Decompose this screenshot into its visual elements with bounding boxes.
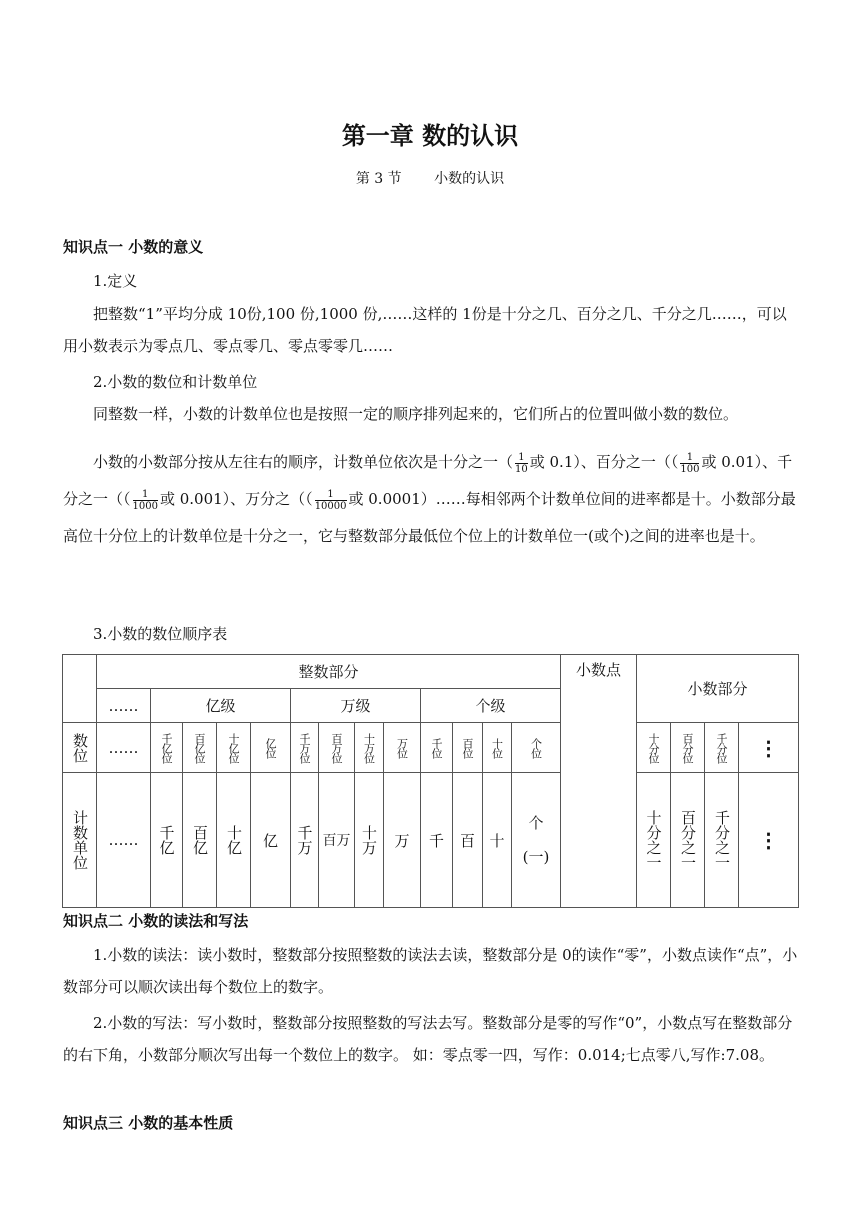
digit-qianwan: 千万位	[290, 722, 319, 773]
wan-level: 万级	[290, 688, 421, 723]
digit-wan: 万位	[383, 722, 421, 773]
digit-vellipsis: ⋮	[738, 722, 799, 773]
unit-thousandths: 千分之一	[704, 772, 739, 908]
digit-shi: 十位	[482, 722, 512, 773]
digit-yi: 亿位	[250, 722, 291, 773]
level-ellipsis: ……	[96, 688, 151, 723]
kp1-table-title: 3.小数的数位顺序表	[93, 625, 228, 643]
unit-qian: 千	[420, 772, 453, 908]
kp1-units-text: 小数的小数部分按从左往右的顺序，计数单位依次是十分之一（ $\frac{1}{10}$ 或 0.1）、百分之一（（ $\frac{1}{100}$ 或 0.01）、千分之一（（ $\frac{1}{1000}$ 或 0.001）、万分之（（ $\frac{1}{10000}$ 或 0.0001）……每相邻两个计数单位间的进率都是十。小数部分最高位十分位上的计数单位是十分之一，它与整数部分最低位个位上的计数单位一(或个)之间的进率也是十。	[63, 451, 796, 545]
unit-ge	[511, 772, 561, 908]
ge-level: 个级	[420, 688, 561, 723]
section-subtitle	[0, 168, 860, 188]
row-label-digit: 数位	[62, 722, 97, 773]
unit-yi: 亿	[250, 772, 291, 908]
digit-ellipsis: ……	[96, 722, 151, 773]
unit-qianwan: 千万	[290, 772, 319, 908]
kp1-def-text: 把整数“1”平均分成 10份,100 份,1000 份,……这样的 1份是十分之几、百分之几、千分之几……，可以用小数表示为零点几、零点零几、零点零零几……	[63, 305, 787, 355]
unit-tenths: 十分之一	[636, 772, 671, 908]
digit-baiyi: 百亿位	[182, 722, 217, 773]
fraction-ten-thousandth: $\frac{1}{10000}$	[314, 488, 347, 512]
digit-qianyi: 千亿位	[150, 722, 183, 773]
unit-hundredths: 百分之一	[670, 772, 705, 908]
fraction-tenth: $\frac{1}{10}$	[515, 451, 528, 475]
unit-ge-label: 个	[528, 814, 544, 832]
integer-part-header: 整数部分	[96, 654, 561, 689]
chapter-title: 第一章 数的认识	[341, 122, 519, 150]
kp2-read-text: 1.小数的读法：读小数时，整数部分按照整数的读法去读，整数部分是 0的读作“零”，小数点读作“点”，小数部分可以顺次读出每个数位上的数字。	[63, 946, 798, 996]
digit-tenths: 十分位	[636, 722, 671, 773]
kp3-heading: 知识点三 小数的基本性质	[63, 1114, 234, 1132]
kp1-digit-text: 同整数一样，小数的计数单位也是按照一定的顺序排列起来的，它们所占的位置叫做小数的数位。	[93, 405, 739, 423]
digit-baiwan: 百万位	[318, 722, 355, 773]
fraction-hundredth: $\frac{1}{100}$	[680, 451, 700, 475]
section-number: 第 3 节	[355, 171, 402, 187]
unit-shiyi: 十亿	[216, 772, 251, 908]
yi-level: 亿级	[150, 688, 291, 723]
digit-shiwan: 十万位	[354, 722, 384, 773]
unit-shi: 十	[482, 772, 512, 908]
section-name: 小数的认识	[434, 171, 505, 187]
unit-bai: 百	[452, 772, 483, 908]
decimal-part-header: 小数部分	[636, 654, 799, 723]
decimal-place-table	[62, 654, 799, 907]
digit-ge: 个位	[511, 722, 561, 773]
digit-shiyi: 十亿位	[216, 722, 251, 773]
kp1-heading: 知识点一 小数的意义	[63, 238, 204, 256]
digit-qian: 千位	[420, 722, 453, 773]
unit-wan: 万	[383, 772, 421, 908]
digit-bai: 百位	[452, 722, 483, 773]
fraction-thousandth: $\frac{1}{1000}$	[132, 488, 158, 512]
unit-vellipsis: ⋮	[738, 772, 799, 908]
table-corner	[62, 654, 97, 723]
kp1-def-title: 1.定义	[93, 272, 138, 290]
kp2-write-text: 2.小数的写法：写小数时，整数部分按照整数的写法去写。整数部分是零的写作“0”，小数点写在整数部分的右下角，小数部分顺次写出每一个数位上的数字。 如：零点零一四，写作：0.014;七点零八,写作:7.08。	[63, 1014, 793, 1064]
decimal-point-header: 小数点	[560, 654, 637, 908]
unit-shiwan: 十万	[354, 772, 384, 908]
unit-qianyi: 千亿	[150, 772, 183, 908]
unit-baiyi: 百亿	[182, 772, 217, 908]
kp2-heading: 知识点二 小数的读法和写法	[63, 912, 249, 930]
digit-thousandths: 千分位	[704, 722, 739, 773]
digit-hundredths: 百分位	[670, 722, 705, 773]
row-label-unit: 计数单位	[62, 772, 97, 908]
unit-ellipsis: ……	[96, 772, 151, 908]
kp1-digit-title: 2.小数的数位和计数单位	[93, 373, 258, 391]
unit-baiwan: 百万	[318, 772, 355, 908]
unit-ge-alt: (一)	[522, 848, 550, 866]
